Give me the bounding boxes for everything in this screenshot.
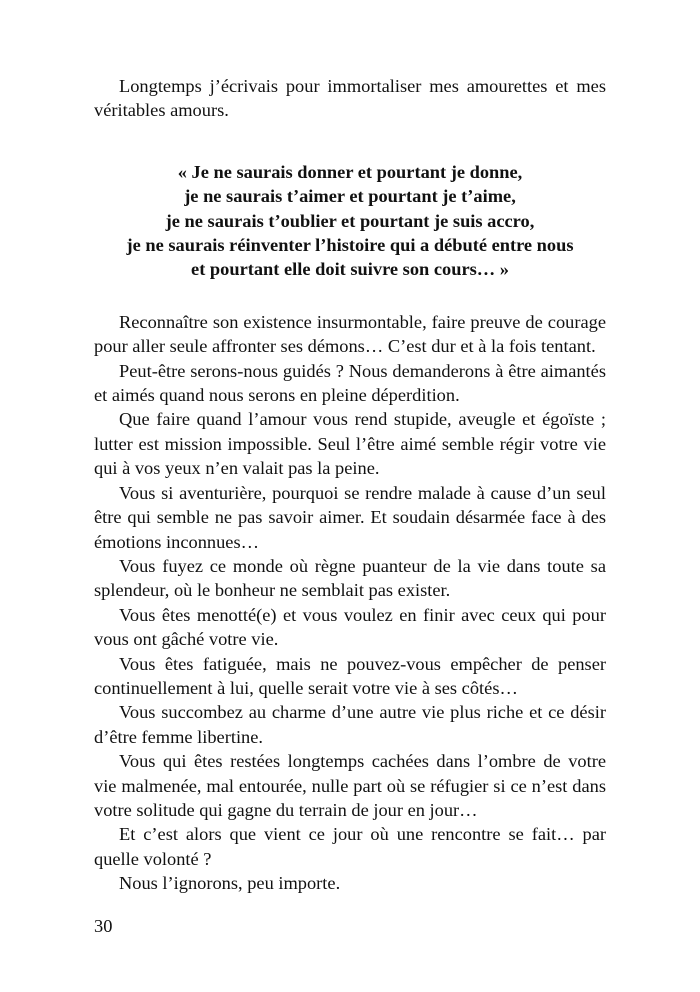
intro-paragraph: Longtemps j’écrivais pour immortaliser mes amourettes et mes véritables amours. xyxy=(94,76,606,121)
paragraph: Vous succombez au charme d’une autre vie plus riche et ce désir d’être femme libertine. xyxy=(94,702,606,747)
paragraph: Peut-être serons-nous guidés ? Nous demanderons à être aimantés et aimés quand nous serons en pleine déperdition. xyxy=(94,360,606,406)
paragraph: Vous si aventurière, pourquoi se rendre malade à cause d’un seul être qui semble ne pas savoir aimer. Et soudain désarmée face à des émotions inconnues… xyxy=(94,482,606,552)
quoted-poem xyxy=(94,160,606,282)
paragraph: Reconnaître son existence insurmontable, faire preuve de courage pour aller seule affronter ses démons… C’est dur et à la fois tentant. xyxy=(94,311,606,357)
paragraph: Vous êtes menotté(e) et vous voulez en finir avec ceux qui pour vous ont gâché votre vie. xyxy=(94,604,606,650)
paragraph: Vous êtes fatiguée, mais ne pouvez-vous empêcher de penser continuellement à lui, quelle serait votre vie à ses côtés… xyxy=(94,653,606,698)
page-number: 30 xyxy=(94,916,113,936)
poem-line: je ne saurais t’oublier et pourtant je suis accro, xyxy=(165,210,535,231)
poem-line: « Je ne saurais donner et pourtant je donne, xyxy=(177,161,523,182)
paragraph: Vous fuyez ce monde où règne puanteur de la vie dans toute sa splendeur, où le bonheur ne semblait pas exister. xyxy=(94,555,606,601)
paragraph: Vous qui êtes restées longtemps cachées dans l’ombre de votre vie malmenée, mal entourée, nulle part où se réfugier si ce n’est dans votre solitude qui gagne du terrain de jour en jour… xyxy=(94,751,606,820)
poem-line: et pourtant elle doit suivre son cours… » xyxy=(191,259,509,280)
body-text xyxy=(94,74,606,896)
poem-line: je ne saurais réinventer l’histoire qui a débuté entre nous xyxy=(126,235,574,256)
paragraph: Nous l’ignorons, peu importe. xyxy=(119,873,341,894)
paragraph: Que faire quand l’amour vous rend stupide, aveugle et égoïste ; lutter est mission impossible. Seul l’être aimé semble régir votre vie qui à vos yeux n’en valait pas la peine. xyxy=(94,409,606,479)
poem-line: je ne saurais t’aimer et pourtant je t’aime, xyxy=(184,186,516,207)
paragraph: Et c’est alors que vient ce jour où une rencontre se fait… par quelle volonté ? xyxy=(94,824,606,869)
